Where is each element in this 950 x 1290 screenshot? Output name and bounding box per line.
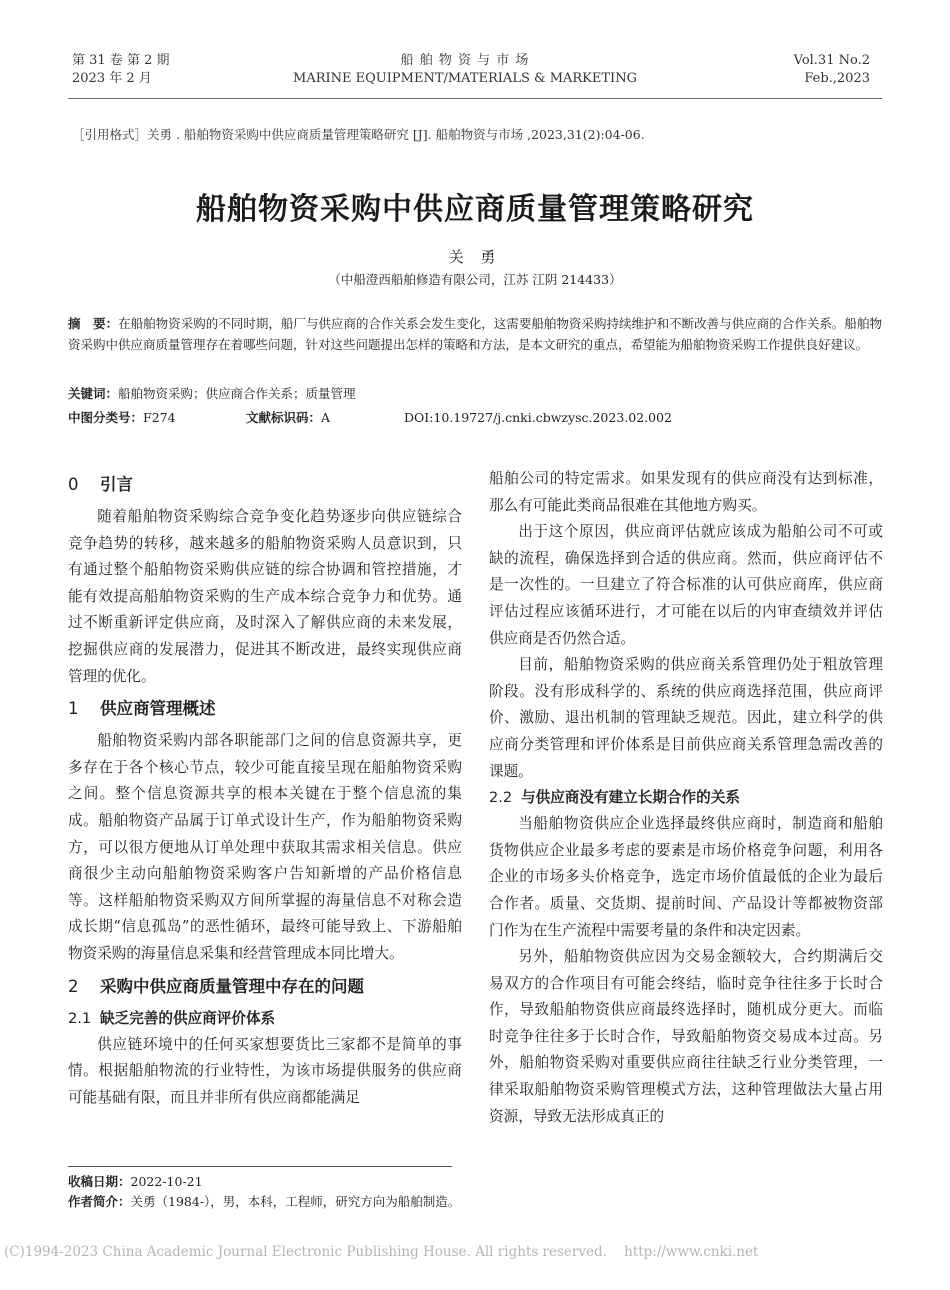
clc-label: 中图分类号：	[68, 410, 144, 425]
abstract	[68, 313, 882, 355]
paragraph: 船舶物资采购内部各职能部门之间的信息资源共享，更多存在于各个核心节点，较少可能直接呈现在船舶物资采购之间。整个信息资源共享的根本关键在于整个信息流的集成。船舶物资产品属于订单式设计生产，作为船舶物资采购方，可以很方便地从订单处理中获取其需求相关信息。供应商很少主动向船舶物资采购客户告知新增的产品价格信息等。这样船舶物资采购双方间所掌握的海量信息不对称会造成长期“信息孤岛”的恶性循环，最终可能导致上、下游船舶物资采购的海量信息采集和经营管理成本同比增大。	[68, 732, 462, 962]
received-date	[68, 1172, 460, 1192]
classification	[68, 408, 882, 428]
subsection-heading	[68, 1006, 462, 1032]
received-value: 2022-10-21	[130, 1174, 203, 1189]
subsection-title: 缺乏完善的供应商评价体系	[100, 1009, 276, 1027]
citation-label: ［引用格式］	[72, 127, 148, 142]
header-rule	[68, 98, 882, 99]
doi: DOI:10.19727/j.cnki.cbwzysc.2023.02.002	[404, 410, 672, 425]
journal-name	[0, 52, 930, 88]
journal-name-en: MARINE EQUIPMENT/MATERIALS & MARKETING	[293, 71, 637, 86]
journal-volume-en	[794, 52, 870, 88]
doc-code-value: A	[321, 410, 331, 425]
date-en: Feb.,2023	[804, 71, 870, 86]
subsection-number: 2.2	[489, 789, 513, 807]
subsection-heading	[489, 785, 883, 811]
section-title: 供应商管理概述	[100, 699, 216, 719]
section-title: 引言	[100, 475, 133, 494]
keywords	[68, 384, 356, 404]
section-title: 采购中供应商质量管理中存在的问题	[100, 976, 364, 996]
paragraph: 供应链环境中的任何买家想要货比三家都不是简单的事情。根据船舶物流的行业特性，为该市场提供服务的供应商可能基础有限，而且并非所有供应商都能满足	[68, 1035, 462, 1106]
author: 关 勇	[448, 248, 502, 266]
abstract-label: 摘 要：	[68, 316, 119, 331]
author-bio	[68, 1192, 460, 1212]
paragraph: 当船舶物资供应企业选择最终供应商时，制造商和船舶货物供应企业最多考虑的要素是市场价格竞争问题，利用各企业的市场多头价格竞争，选定市场价值最低的企业为最后合作者。质量、交货期、提前时间、产品设计等都被物资部门作为在生产流程中需要考量的条件和决定因素。	[489, 815, 883, 939]
bio-label: 作者简介：	[68, 1194, 131, 1209]
doc-code-label: 文献标识码：	[246, 410, 322, 425]
subsection-title: 与供应商没有建立长期合作的关系	[521, 789, 740, 807]
affiliation: （中船澄西船舶修造有限公司，江苏 江阴 214433）	[328, 272, 622, 287]
issue-volume: 第 31 卷 第 2 期	[72, 53, 170, 68]
section-number: 1	[68, 699, 79, 719]
body-right-column	[489, 466, 883, 1130]
section-heading	[68, 972, 462, 1002]
copyright-url: http://www.cnki.net	[624, 1244, 759, 1260]
copyright-text: (C)1994-2023 China Academic Journal Electronic Publishing House. All rights reserved.	[4, 1244, 607, 1260]
citation-text: 关勇 . 船舶物资采购中供应商质量管理策略研究 [J]. 船舶物资与市场 ,2023,31(2):04-06.	[147, 127, 645, 142]
body-left-column	[68, 466, 462, 1111]
paragraph: 随着船舶物资采购综合竞争变化趋势逐步向供应链综合竞争趋势的转移，越来越多的船舶物资采购人员意识到，只有通过整个船舶物资采购供应链的综合协调和管控措施，才能有效提高船舶物资采购的生产成本综合竞争力和优势。通过不断重新评定供应商，及时深入了解供应商的未来发展，挖掘供应商的发展潜力，促进其不断改进，最终实现供应商管理的优化。	[68, 508, 462, 685]
abstract-text: 在船舶物资采购的不同时期，船厂与供应商的合作关系会发生变化，这需要船舶物资采购持续维护和不断改善与供应商的合作关系。船舶物资采购中供应商质量管理存在着哪些问题，针对这些问题提出怎样的策略和方法，是本文研究的重点，希望能为船舶物资采购工作提供良好建议。	[68, 316, 882, 352]
section-number: 0	[68, 475, 79, 494]
received-label: 收稿日期：	[68, 1174, 131, 1189]
paper-title: 船舶物资采购中供应商质量管理策略研究	[196, 192, 754, 227]
footnote	[68, 1172, 460, 1212]
section-number: 2	[68, 976, 79, 996]
copyright-watermark	[4, 1244, 944, 1260]
keywords-label: 关键词：	[68, 386, 119, 401]
paragraph-continued: 船舶公司的特定需求。如果发现有的供应商没有达到标准，那么有可能此类商品很难在其他地方购买。	[489, 470, 883, 514]
paragraph: 另外，船舶物资供应因为交易金额较大，合约期满后交易双方的合作项目有可能会终结，临时竞争往往多于长时合作，导致船舶物资供应商最终选择时，随机成分更大。而临时竞争往往多于长时合作，导致船舶物资交易成本过高。另外，船舶物资采购对重要供应商往往缺乏行业分类管理，一律采取船舶物资采购管理模式方法，这种管理做法大量占用资源，导致无法形成真正的	[489, 948, 883, 1125]
bio-value: 关勇（1984-），男，本科，工程师，研究方向为船舶制造。	[130, 1194, 461, 1209]
section-heading	[68, 470, 462, 500]
keywords-text: 船舶物资采购；供应商合作关系；质量管理	[118, 386, 356, 401]
citation	[72, 126, 645, 144]
paragraph: 目前，船舶物资采购的供应商关系管理仍处于粗放管理阶段。没有形成科学的、系统的供应商选择范围，供应商评价、激励、退出机制的管理缺乏规范。因此，建立科学的供应商分类管理和评价体系是目前供应商关系管理急需改善的课题。	[489, 656, 883, 780]
footnote-rule	[68, 1166, 452, 1167]
journal-name-cn: 船 舶 物 资 与 市 场	[400, 53, 530, 68]
clc-value: F274	[143, 410, 176, 425]
section-heading	[68, 694, 462, 724]
paragraph: 出于这个原因，供应商评估就应该成为船舶公司不可或缺的流程，确保选择到合适的供应商。然而，供应商评估不是一次性的。一旦建立了符合标准的认可供应商库，供应商评估过程应该循环进行，才可能在以后的内审查绩效并评估供应商是否仍然合适。	[489, 523, 883, 647]
subsection-number: 2.1	[68, 1009, 92, 1027]
volume-en: Vol.31 No.2	[793, 53, 870, 68]
issue-date: 2023 年 2 月	[72, 71, 152, 86]
